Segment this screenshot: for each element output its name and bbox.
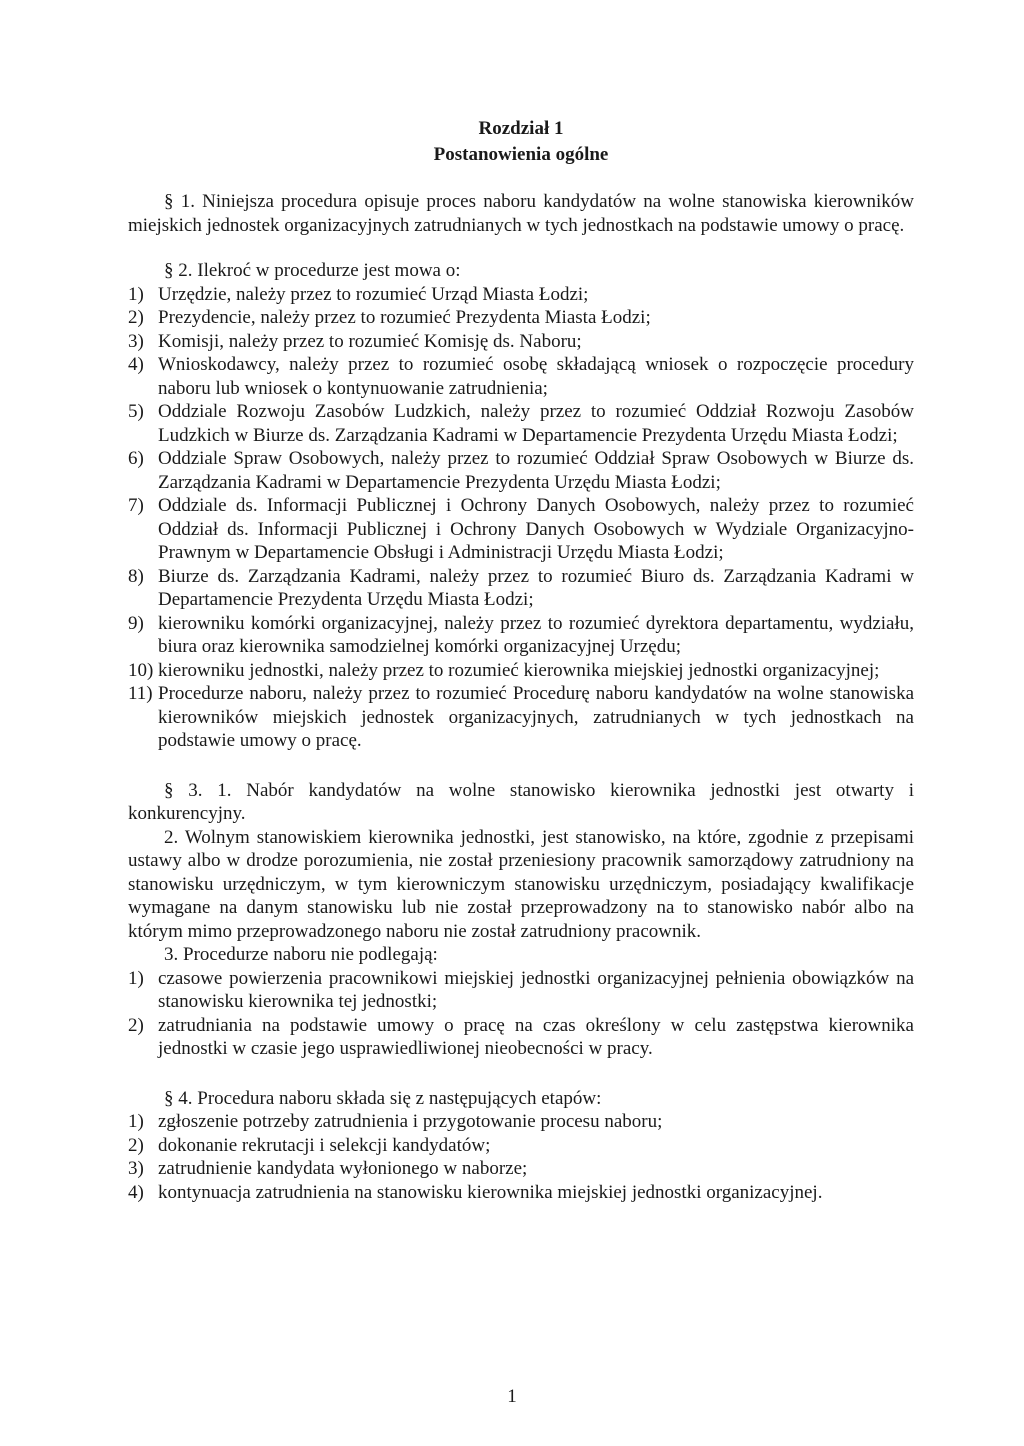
section-2-list <box>128 283 914 753</box>
list-item: 1) czasowe powierzenia pracownikowi miejskiej jednostki organizacyjnej pełnienia obowiązków na stanowisku kierownika tej jednostki; <box>128 967 914 1012</box>
list-item: 6) Oddziale Spraw Osobowych, należy przez to rozumieć Oddział Spraw Osobowych w Biurze ds. Zarządzania Kadrami w Departamencie Prezydenta Urzędu Miasta Łodzi; <box>128 448 914 493</box>
list-item: 2) zatrudniania na podstawie umowy o pracę na czas określony w celu zastępstwa kierownika jednostki w czasie jego usprawiedliwionej nieobecności w pracy. <box>128 1014 914 1059</box>
section-2 <box>128 259 914 753</box>
list-item: 1) Urzędzie, należy przez to rozumieć Urząd Miasta Łodzi; <box>128 283 589 305</box>
list-item: 4) kontynuacja zatrudnienia na stanowisku kierownika miejskiej jednostki organizacyjnej. <box>128 1181 823 1203</box>
section-3-p1: § 3. 1. Nabór kandydatów na wolne stanowisko kierownika jednostki jest otwarty i konkurencyjny. <box>128 779 914 824</box>
list-item: 5) Oddziale Rozwoju Zasobów Ludzkich, należy przez to rozumieć Oddział Rozwoju Zasobów Ludzkich w Biurze ds. Zarządzania Kadrami w Departamencie Prezydenta Urzędu Miasta Łodzi; <box>128 401 914 446</box>
list-item: 7) Oddziale ds. Informacji Publicznej i Ochrony Danych Osobowych, należy przez to rozumieć Oddział ds. Informacji Publicznej i Ochrony Danych Osobowych w Wydziale Organizacyjno-Prawnym w Departamencie Obsługi i Administracji Urzędu Miasta Łodzi; <box>128 495 914 563</box>
section-3-p3: 3. Procedurze naboru nie podlegają: <box>164 944 438 965</box>
section-2-intro: § 2. Ilekroć w procedurze jest mowa o: <box>164 260 461 281</box>
list-item: 2) dokonanie rekrutacji i selekcji kandydatów; <box>128 1134 491 1156</box>
list-item: 4) Wnioskodawcy, należy przez to rozumieć osobę składającą wniosek o rozpoczęcie procedury naboru lub wniosek o kontynuowanie zatrudnienia; <box>128 354 914 399</box>
page-number: 1 <box>507 1386 517 1407</box>
section-3-p2: 2. Wolnym stanowiskiem kierownika jednostki, jest stanowisko, na które, zgodnie z przepisami ustawy albo w drodze porozumienia, nie został przeniesiony pracownik samorządowy zatrudniony na stanowisku urzędniczym, w tym kierowniczym stanowisku urzędniczym, posiadający kwalifikacje wymagane na danym stanowisku lub nie został przeprowadzony na to stanowisko nabór albo na którym mimo przeprowadzonego naboru nie został zatrudniony pracownik. <box>128 826 914 942</box>
section-3-list <box>128 967 914 1061</box>
list-item: 9) kierowniku komórki organizacyjnej, należy przez to rozumieć dyrektora departamentu, wydziału, biura oraz kierownika samodzielnej komórki organizacyjnej Urzędu; <box>128 612 914 657</box>
list-item: 1) zgłoszenie potrzeby zatrudnienia i przygotowanie procesu naboru; <box>128 1111 663 1132</box>
section-3 <box>128 779 914 1061</box>
list-item: 10) kierowniku jednostki, należy przez to rozumieć kierownika miejskiej jednostki organizacyjnej; <box>128 659 880 681</box>
section-1-text: § 1. Niniejsza procedura opisuje proces naboru kandydatów na wolne stanowiska kierowników miejskich jednostek organizacyjnych zatrudnianych w tych jednostkach na podstawie umowy o pracę. <box>128 191 914 236</box>
chapter-subtitle: Postanowienia ogólne <box>433 144 609 165</box>
list-item: 11) Procedurze naboru, należy przez to rozumieć Procedurę naboru kandydatów na wolne stanowiska kierowników miejskich jednostek organizacyjnych, zatrudnianych w tych jednostkach na podstawie umowy o pracę. <box>128 683 914 751</box>
section-4 <box>128 1087 914 1205</box>
list-item: 3) zatrudnienie kandydata wyłonionego w naborze; <box>128 1158 528 1179</box>
list-item: 8) Biurze ds. Zarządzania Kadrami, należy przez to rozumieć Biuro ds. Zarządzania Kadrami w Departamencie Prezydenta Urzędu Miasta Łodzi; <box>128 565 914 610</box>
section-4-list <box>128 1110 914 1204</box>
list-item: 3) Komisji, należy przez to rozumieć Komisję ds. Naboru; <box>128 330 582 352</box>
section-4-intro: § 4. Procedura naboru składa się z następujących etapów: <box>164 1087 602 1109</box>
chapter-title: Rozdział 1 <box>478 118 564 139</box>
section-1 <box>128 190 914 237</box>
list-item: 2) Prezydencie, należy przez to rozumieć Prezydenta Miasta Łodzi; <box>128 307 651 328</box>
